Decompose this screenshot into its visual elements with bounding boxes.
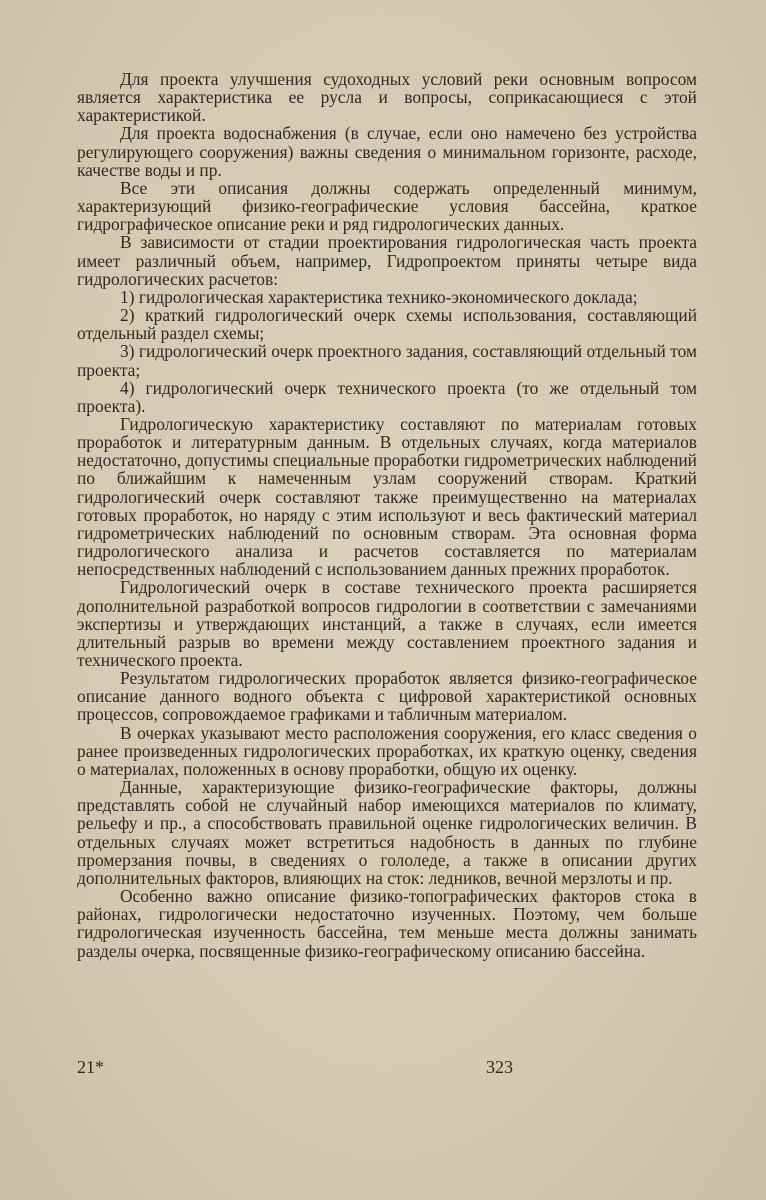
page-number: 323 bbox=[486, 1057, 513, 1077]
paragraph: Особенно важно описание физико-топографических факторов стока в районах, гидрологически недостаточно изученных. Поэтому, чем больше гидрологическая изученность бассейна, тем меньше места должны занимать разделы очерка, посвященные физико-географическому описанию бассейна. bbox=[77, 886, 697, 961]
paragraph: Данные, характеризующие физико-географические факторы, должны представлять собой не случайный набор имеющихся материалов по климату, рельефу и пр., а способствовать правильной оценке гидрологических величин. В отдельных случаях может встретиться надобность в данных по глубине промерзания почвы, в сведениях о гололеде, а также в описании других дополнительных факторов, влияющих на сток: ледников, вечной мерзлоты и пр. bbox=[77, 777, 697, 888]
paragraph: В очерках указывают место расположения сооружения, его класс сведения о ранее произведенных гидрологических проработках, их краткую оценку, сведения о материалах, положенных в основу проработки, общую их оценку. bbox=[77, 722, 697, 779]
body-text bbox=[77, 70, 697, 960]
paragraph: В зависимости от стадии проектирования гидрологическая часть проекта имеет различный объем, например, Гидропроектом приняты четыре вида гидрологических расчетов: bbox=[77, 232, 697, 289]
paragraph: Для проекта улучшения судоходных условий реки основным вопросом является характеристика ее русла и вопросы, соприкасающиеся с этой характеристикой. bbox=[77, 69, 697, 126]
paragraph: Результатом гидрологических проработок является физико-географическое описание данного водного объекта с цифровой характеристикой основных процессов, сопровождаемое графиками и табличным материалом. bbox=[77, 668, 697, 725]
signature-mark: 21* bbox=[77, 1057, 104, 1077]
list-item: 3) гидрологический очерк проектного задания, составляющий отдельный том проекта; bbox=[77, 341, 697, 380]
paragraph: Все эти описания должны содержать определенный минимум, характеризующий физико-географические условия бассейна, краткое гидрографическое описание реки и ряд гидрологических данных. bbox=[77, 177, 697, 235]
list-item: 1) гидрологическая характеристика технико-экономического доклада; bbox=[120, 286, 638, 307]
paragraph: Для проекта водоснабжения (в случае, если оно намечено без устройства регулирующего сооружения) важны сведения о минимальном горизонте, расходе, качестве воды и пр. bbox=[77, 123, 697, 180]
list-item: 4) гидрологический очерк технического проекта (то же отдельный том проекта). bbox=[77, 377, 697, 416]
list-item: 2) краткий гидрологический очерк схемы использования, составляющий отдельный раздел схемы; bbox=[77, 305, 697, 344]
paragraph: Гидрологический очерк в составе технического проекта расширяется дополнительной разработкой вопросов гидрологии в соответствии с замечаниями экспертизы и утверждающих инстанций, а также в случаях, если имеется длительный разрыв во времени между составлением проектного задания и технического проекта. bbox=[77, 577, 697, 670]
paragraph: Гидрологическую характеристику составляют по материалам готовых проработок и литературным данным. В отдельных случаях, когда материалов недостаточно, допустимы специальные проработки гидрометрических наблюдений по ближайшим к намеченным узлам сооружений створам. Краткий гидрологический очерк составляют также преимущественно на материалах готовых проработок, но наряду с этим используют и весь фактический материал гидрометрических наблюдений по основным створам. Эта основная форма гидрологического анализа и расчетов составляется по материалам непосредственных наблюдений с использованием данных прежних проработок. bbox=[77, 413, 697, 580]
